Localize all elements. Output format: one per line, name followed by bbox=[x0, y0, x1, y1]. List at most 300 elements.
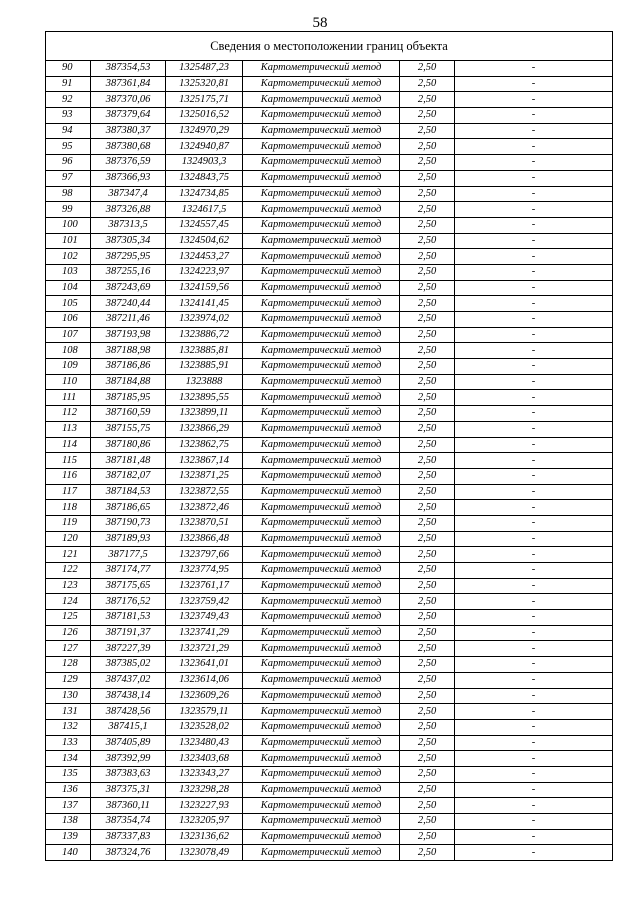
table-row bbox=[46, 578, 613, 594]
note-cell: - bbox=[455, 798, 613, 814]
accuracy-cell: 2,50 bbox=[400, 594, 455, 610]
y-coordinate-cell: 1323885,81 bbox=[166, 343, 243, 359]
table-row bbox=[46, 798, 613, 814]
note-cell: - bbox=[455, 672, 613, 688]
accuracy-cell: 2,50 bbox=[400, 437, 455, 453]
x-coordinate-cell: 387305,34 bbox=[91, 233, 166, 249]
x-coordinate-cell: 387375,31 bbox=[91, 782, 166, 798]
point-number-cell: 138 bbox=[46, 814, 91, 830]
y-coordinate-cell: 1323866,29 bbox=[166, 421, 243, 437]
table-title: Сведения о местоположении границ объекта bbox=[46, 32, 613, 61]
accuracy-cell: 2,50 bbox=[400, 186, 455, 202]
accuracy-cell: 2,50 bbox=[400, 296, 455, 312]
table-row bbox=[46, 249, 613, 265]
accuracy-cell: 2,50 bbox=[400, 531, 455, 547]
note-cell: - bbox=[455, 735, 613, 751]
point-number-cell: 111 bbox=[46, 390, 91, 406]
note-cell: - bbox=[455, 500, 613, 516]
table-row bbox=[46, 296, 613, 312]
table-row bbox=[46, 374, 613, 390]
accuracy-cell: 2,50 bbox=[400, 845, 455, 861]
x-coordinate-cell: 387379,64 bbox=[91, 108, 166, 124]
y-coordinate-cell: 1323974,02 bbox=[166, 312, 243, 328]
note-cell: - bbox=[455, 296, 613, 312]
accuracy-cell: 2,50 bbox=[400, 625, 455, 641]
method-cell: Картометрический метод bbox=[243, 359, 400, 375]
method-cell: Картометрический метод bbox=[243, 264, 400, 280]
note-cell: - bbox=[455, 610, 613, 626]
table-row bbox=[46, 547, 613, 563]
note-cell: - bbox=[455, 139, 613, 155]
point-number-cell: 92 bbox=[46, 92, 91, 108]
y-coordinate-cell: 1324159,56 bbox=[166, 280, 243, 296]
point-number-cell: 115 bbox=[46, 453, 91, 469]
x-coordinate-cell: 387354,53 bbox=[91, 61, 166, 77]
table-row bbox=[46, 92, 613, 108]
note-cell: - bbox=[455, 688, 613, 704]
method-cell: Картометрический метод bbox=[243, 641, 400, 657]
y-coordinate-cell: 1324557,45 bbox=[166, 217, 243, 233]
point-number-cell: 134 bbox=[46, 751, 91, 767]
x-coordinate-cell: 387190,73 bbox=[91, 515, 166, 531]
method-cell: Картометрический метод bbox=[243, 814, 400, 830]
x-coordinate-cell: 387181,48 bbox=[91, 453, 166, 469]
method-cell: Картометрический метод bbox=[243, 139, 400, 155]
accuracy-cell: 2,50 bbox=[400, 139, 455, 155]
table-row bbox=[46, 327, 613, 343]
note-cell: - bbox=[455, 782, 613, 798]
y-coordinate-cell: 1323886,72 bbox=[166, 327, 243, 343]
note-cell: - bbox=[455, 359, 613, 375]
method-cell: Картометрический метод bbox=[243, 437, 400, 453]
method-cell: Картометрический метод bbox=[243, 249, 400, 265]
note-cell: - bbox=[455, 829, 613, 845]
point-number-cell: 127 bbox=[46, 641, 91, 657]
point-number-cell: 126 bbox=[46, 625, 91, 641]
note-cell: - bbox=[455, 531, 613, 547]
x-coordinate-cell: 387175,65 bbox=[91, 578, 166, 594]
accuracy-cell: 2,50 bbox=[400, 719, 455, 735]
x-coordinate-cell: 387182,07 bbox=[91, 468, 166, 484]
y-coordinate-cell: 1323136,62 bbox=[166, 829, 243, 845]
point-number-cell: 96 bbox=[46, 155, 91, 171]
table-row bbox=[46, 170, 613, 186]
boundary-coordinates-table bbox=[45, 31, 613, 861]
table-row bbox=[46, 108, 613, 124]
table-row bbox=[46, 814, 613, 830]
y-coordinate-cell: 1323888 bbox=[166, 374, 243, 390]
x-coordinate-cell: 387184,53 bbox=[91, 484, 166, 500]
note-cell: - bbox=[455, 814, 613, 830]
accuracy-cell: 2,50 bbox=[400, 202, 455, 218]
point-number-cell: 102 bbox=[46, 249, 91, 265]
y-coordinate-cell: 1323872,55 bbox=[166, 484, 243, 500]
table-row bbox=[46, 421, 613, 437]
x-coordinate-cell: 387376,59 bbox=[91, 155, 166, 171]
note-cell: - bbox=[455, 327, 613, 343]
x-coordinate-cell: 387313,5 bbox=[91, 217, 166, 233]
note-cell: - bbox=[455, 123, 613, 139]
method-cell: Картометрический метод bbox=[243, 531, 400, 547]
note-cell: - bbox=[455, 766, 613, 782]
accuracy-cell: 2,50 bbox=[400, 233, 455, 249]
x-coordinate-cell: 387188,98 bbox=[91, 343, 166, 359]
point-number-cell: 101 bbox=[46, 233, 91, 249]
y-coordinate-cell: 1324903,3 bbox=[166, 155, 243, 171]
y-coordinate-cell: 1323899,11 bbox=[166, 406, 243, 422]
point-number-cell: 140 bbox=[46, 845, 91, 861]
point-number-cell: 135 bbox=[46, 766, 91, 782]
method-cell: Картометрический метод bbox=[243, 688, 400, 704]
point-number-cell: 125 bbox=[46, 610, 91, 626]
x-coordinate-cell: 387186,65 bbox=[91, 500, 166, 516]
table-row bbox=[46, 625, 613, 641]
y-coordinate-cell: 1323741,29 bbox=[166, 625, 243, 641]
point-number-cell: 118 bbox=[46, 500, 91, 516]
point-number-cell: 114 bbox=[46, 437, 91, 453]
method-cell: Картометрический метод bbox=[243, 390, 400, 406]
y-coordinate-cell: 1323797,66 bbox=[166, 547, 243, 563]
method-cell: Картометрический метод bbox=[243, 123, 400, 139]
note-cell: - bbox=[455, 264, 613, 280]
x-coordinate-cell: 387176,52 bbox=[91, 594, 166, 610]
x-coordinate-cell: 387211,46 bbox=[91, 312, 166, 328]
table-row bbox=[46, 766, 613, 782]
note-cell: - bbox=[455, 845, 613, 861]
y-coordinate-cell: 1324970,29 bbox=[166, 123, 243, 139]
table-body bbox=[46, 61, 613, 861]
table-row bbox=[46, 139, 613, 155]
y-coordinate-cell: 1323721,29 bbox=[166, 641, 243, 657]
method-cell: Картометрический метод bbox=[243, 170, 400, 186]
note-cell: - bbox=[455, 280, 613, 296]
note-cell: - bbox=[455, 468, 613, 484]
point-number-cell: 128 bbox=[46, 657, 91, 673]
table-row bbox=[46, 155, 613, 171]
method-cell: Картометрический метод bbox=[243, 845, 400, 861]
y-coordinate-cell: 1325175,71 bbox=[166, 92, 243, 108]
accuracy-cell: 2,50 bbox=[400, 359, 455, 375]
table-row bbox=[46, 688, 613, 704]
note-cell: - bbox=[455, 641, 613, 657]
table-row bbox=[46, 123, 613, 139]
method-cell: Картометрический метод bbox=[243, 280, 400, 296]
accuracy-cell: 2,50 bbox=[400, 92, 455, 108]
method-cell: Картометрический метод bbox=[243, 327, 400, 343]
table-row bbox=[46, 186, 613, 202]
table-row bbox=[46, 359, 613, 375]
note-cell: - bbox=[455, 343, 613, 359]
accuracy-cell: 2,50 bbox=[400, 484, 455, 500]
point-number-cell: 97 bbox=[46, 170, 91, 186]
y-coordinate-cell: 1324223,97 bbox=[166, 264, 243, 280]
point-number-cell: 132 bbox=[46, 719, 91, 735]
point-number-cell: 107 bbox=[46, 327, 91, 343]
y-coordinate-cell: 1323862,75 bbox=[166, 437, 243, 453]
method-cell: Картометрический метод bbox=[243, 61, 400, 77]
table-row bbox=[46, 280, 613, 296]
x-coordinate-cell: 387189,93 bbox=[91, 531, 166, 547]
y-coordinate-cell: 1323614,06 bbox=[166, 672, 243, 688]
accuracy-cell: 2,50 bbox=[400, 170, 455, 186]
point-number-cell: 116 bbox=[46, 468, 91, 484]
accuracy-cell: 2,50 bbox=[400, 829, 455, 845]
method-cell: Картометрический метод bbox=[243, 484, 400, 500]
accuracy-cell: 2,50 bbox=[400, 217, 455, 233]
method-cell: Картометрический метод bbox=[243, 719, 400, 735]
point-number-cell: 117 bbox=[46, 484, 91, 500]
x-coordinate-cell: 387415,1 bbox=[91, 719, 166, 735]
note-cell: - bbox=[455, 437, 613, 453]
accuracy-cell: 2,50 bbox=[400, 688, 455, 704]
table-row bbox=[46, 782, 613, 798]
table-row bbox=[46, 500, 613, 516]
method-cell: Картометрический метод bbox=[243, 515, 400, 531]
table-row bbox=[46, 390, 613, 406]
y-coordinate-cell: 1323895,55 bbox=[166, 390, 243, 406]
y-coordinate-cell: 1325487,23 bbox=[166, 61, 243, 77]
y-coordinate-cell: 1324141,45 bbox=[166, 296, 243, 312]
method-cell: Картометрический метод bbox=[243, 672, 400, 688]
point-number-cell: 123 bbox=[46, 578, 91, 594]
table-row bbox=[46, 202, 613, 218]
point-number-cell: 91 bbox=[46, 76, 91, 92]
accuracy-cell: 2,50 bbox=[400, 280, 455, 296]
table-row bbox=[46, 610, 613, 626]
accuracy-cell: 2,50 bbox=[400, 249, 455, 265]
y-coordinate-cell: 1323480,43 bbox=[166, 735, 243, 751]
method-cell: Картометрический метод bbox=[243, 186, 400, 202]
y-coordinate-cell: 1323078,49 bbox=[166, 845, 243, 861]
accuracy-cell: 2,50 bbox=[400, 672, 455, 688]
point-number-cell: 121 bbox=[46, 547, 91, 563]
note-cell: - bbox=[455, 202, 613, 218]
point-number-cell: 94 bbox=[46, 123, 91, 139]
y-coordinate-cell: 1324453,27 bbox=[166, 249, 243, 265]
note-cell: - bbox=[455, 170, 613, 186]
note-cell: - bbox=[455, 155, 613, 171]
table-row bbox=[46, 61, 613, 77]
table-row bbox=[46, 719, 613, 735]
accuracy-cell: 2,50 bbox=[400, 468, 455, 484]
method-cell: Картометрический метод bbox=[243, 829, 400, 845]
x-coordinate-cell: 387380,37 bbox=[91, 123, 166, 139]
table-row bbox=[46, 829, 613, 845]
method-cell: Картометрический метод bbox=[243, 155, 400, 171]
x-coordinate-cell: 387383,63 bbox=[91, 766, 166, 782]
x-coordinate-cell: 387295,95 bbox=[91, 249, 166, 265]
y-coordinate-cell: 1324504,62 bbox=[166, 233, 243, 249]
method-cell: Картометрический метод bbox=[243, 233, 400, 249]
x-coordinate-cell: 387366,93 bbox=[91, 170, 166, 186]
accuracy-cell: 2,50 bbox=[400, 766, 455, 782]
note-cell: - bbox=[455, 421, 613, 437]
method-cell: Картометрический метод bbox=[243, 798, 400, 814]
x-coordinate-cell: 387385,02 bbox=[91, 657, 166, 673]
y-coordinate-cell: 1323871,25 bbox=[166, 468, 243, 484]
note-cell: - bbox=[455, 108, 613, 124]
note-cell: - bbox=[455, 186, 613, 202]
y-coordinate-cell: 1323867,14 bbox=[166, 453, 243, 469]
x-coordinate-cell: 387438,14 bbox=[91, 688, 166, 704]
table-row bbox=[46, 672, 613, 688]
x-coordinate-cell: 387180,86 bbox=[91, 437, 166, 453]
accuracy-cell: 2,50 bbox=[400, 61, 455, 77]
x-coordinate-cell: 387160,59 bbox=[91, 406, 166, 422]
method-cell: Картометрический метод bbox=[243, 782, 400, 798]
accuracy-cell: 2,50 bbox=[400, 641, 455, 657]
table-row bbox=[46, 515, 613, 531]
point-number-cell: 99 bbox=[46, 202, 91, 218]
table-row bbox=[46, 704, 613, 720]
point-number-cell: 113 bbox=[46, 421, 91, 437]
method-cell: Картометрический метод bbox=[243, 92, 400, 108]
x-coordinate-cell: 387360,11 bbox=[91, 798, 166, 814]
accuracy-cell: 2,50 bbox=[400, 515, 455, 531]
note-cell: - bbox=[455, 547, 613, 563]
x-coordinate-cell: 387405,89 bbox=[91, 735, 166, 751]
table-row bbox=[46, 312, 613, 328]
accuracy-cell: 2,50 bbox=[400, 327, 455, 343]
y-coordinate-cell: 1323866,48 bbox=[166, 531, 243, 547]
y-coordinate-cell: 1323403,68 bbox=[166, 751, 243, 767]
y-coordinate-cell: 1323759,42 bbox=[166, 594, 243, 610]
x-coordinate-cell: 387177,5 bbox=[91, 547, 166, 563]
x-coordinate-cell: 387324,76 bbox=[91, 845, 166, 861]
accuracy-cell: 2,50 bbox=[400, 390, 455, 406]
point-number-cell: 108 bbox=[46, 343, 91, 359]
table-row bbox=[46, 76, 613, 92]
x-coordinate-cell: 387185,95 bbox=[91, 390, 166, 406]
point-number-cell: 109 bbox=[46, 359, 91, 375]
y-coordinate-cell: 1324940,87 bbox=[166, 139, 243, 155]
method-cell: Картометрический метод bbox=[243, 704, 400, 720]
accuracy-cell: 2,50 bbox=[400, 264, 455, 280]
x-coordinate-cell: 387361,84 bbox=[91, 76, 166, 92]
table-row bbox=[46, 343, 613, 359]
accuracy-cell: 2,50 bbox=[400, 563, 455, 579]
point-number-cell: 133 bbox=[46, 735, 91, 751]
method-cell: Картометрический метод bbox=[243, 766, 400, 782]
method-cell: Картометрический метод bbox=[243, 217, 400, 233]
y-coordinate-cell: 1323205,97 bbox=[166, 814, 243, 830]
note-cell: - bbox=[455, 594, 613, 610]
accuracy-cell: 2,50 bbox=[400, 735, 455, 751]
x-coordinate-cell: 387337,83 bbox=[91, 829, 166, 845]
method-cell: Картометрический метод bbox=[243, 578, 400, 594]
note-cell: - bbox=[455, 76, 613, 92]
note-cell: - bbox=[455, 453, 613, 469]
note-cell: - bbox=[455, 374, 613, 390]
table-row bbox=[46, 217, 613, 233]
table-row bbox=[46, 233, 613, 249]
note-cell: - bbox=[455, 657, 613, 673]
x-coordinate-cell: 387186,86 bbox=[91, 359, 166, 375]
y-coordinate-cell: 1323870,51 bbox=[166, 515, 243, 531]
y-coordinate-cell: 1324843,75 bbox=[166, 170, 243, 186]
accuracy-cell: 2,50 bbox=[400, 76, 455, 92]
point-number-cell: 98 bbox=[46, 186, 91, 202]
x-coordinate-cell: 387174,77 bbox=[91, 563, 166, 579]
accuracy-cell: 2,50 bbox=[400, 547, 455, 563]
table-row bbox=[46, 563, 613, 579]
x-coordinate-cell: 387155,75 bbox=[91, 421, 166, 437]
method-cell: Картометрический метод bbox=[243, 312, 400, 328]
table-row bbox=[46, 453, 613, 469]
table-row bbox=[46, 657, 613, 673]
x-coordinate-cell: 387437,02 bbox=[91, 672, 166, 688]
y-coordinate-cell: 1325016,52 bbox=[166, 108, 243, 124]
y-coordinate-cell: 1323641,01 bbox=[166, 657, 243, 673]
point-number-cell: 136 bbox=[46, 782, 91, 798]
x-coordinate-cell: 387191,37 bbox=[91, 625, 166, 641]
accuracy-cell: 2,50 bbox=[400, 108, 455, 124]
method-cell: Картометрический метод bbox=[243, 421, 400, 437]
note-cell: - bbox=[455, 515, 613, 531]
method-cell: Картометрический метод bbox=[243, 202, 400, 218]
accuracy-cell: 2,50 bbox=[400, 374, 455, 390]
x-coordinate-cell: 387243,69 bbox=[91, 280, 166, 296]
table-row bbox=[46, 437, 613, 453]
point-number-cell: 122 bbox=[46, 563, 91, 579]
y-coordinate-cell: 1323885,91 bbox=[166, 359, 243, 375]
note-cell: - bbox=[455, 406, 613, 422]
table-row bbox=[46, 641, 613, 657]
method-cell: Картометрический метод bbox=[243, 563, 400, 579]
x-coordinate-cell: 387354,74 bbox=[91, 814, 166, 830]
x-coordinate-cell: 387392,99 bbox=[91, 751, 166, 767]
accuracy-cell: 2,50 bbox=[400, 782, 455, 798]
point-number-cell: 104 bbox=[46, 280, 91, 296]
method-cell: Картометрический метод bbox=[243, 625, 400, 641]
point-number-cell: 124 bbox=[46, 594, 91, 610]
note-cell: - bbox=[455, 751, 613, 767]
x-coordinate-cell: 387370,06 bbox=[91, 92, 166, 108]
method-cell: Картометрический метод bbox=[243, 108, 400, 124]
x-coordinate-cell: 387255,16 bbox=[91, 264, 166, 280]
table-row bbox=[46, 264, 613, 280]
accuracy-cell: 2,50 bbox=[400, 312, 455, 328]
note-cell: - bbox=[455, 484, 613, 500]
y-coordinate-cell: 1323343,27 bbox=[166, 766, 243, 782]
note-cell: - bbox=[455, 312, 613, 328]
method-cell: Картометрический метод bbox=[243, 594, 400, 610]
point-number-cell: 95 bbox=[46, 139, 91, 155]
table-row bbox=[46, 531, 613, 547]
y-coordinate-cell: 1323872,46 bbox=[166, 500, 243, 516]
method-cell: Картометрический метод bbox=[243, 76, 400, 92]
x-coordinate-cell: 387181,53 bbox=[91, 610, 166, 626]
note-cell: - bbox=[455, 719, 613, 735]
table-header-row bbox=[46, 32, 613, 61]
note-cell: - bbox=[455, 61, 613, 77]
x-coordinate-cell: 387347,4 bbox=[91, 186, 166, 202]
x-coordinate-cell: 387193,98 bbox=[91, 327, 166, 343]
method-cell: Картометрический метод bbox=[243, 453, 400, 469]
note-cell: - bbox=[455, 233, 613, 249]
method-cell: Картометрический метод bbox=[243, 296, 400, 312]
point-number-cell: 137 bbox=[46, 798, 91, 814]
method-cell: Картометрический метод bbox=[243, 406, 400, 422]
y-coordinate-cell: 1324617,5 bbox=[166, 202, 243, 218]
method-cell: Картометрический метод bbox=[243, 735, 400, 751]
accuracy-cell: 2,50 bbox=[400, 406, 455, 422]
accuracy-cell: 2,50 bbox=[400, 421, 455, 437]
point-number-cell: 93 bbox=[46, 108, 91, 124]
method-cell: Картометрический метод bbox=[243, 468, 400, 484]
note-cell: - bbox=[455, 217, 613, 233]
method-cell: Картометрический метод bbox=[243, 374, 400, 390]
